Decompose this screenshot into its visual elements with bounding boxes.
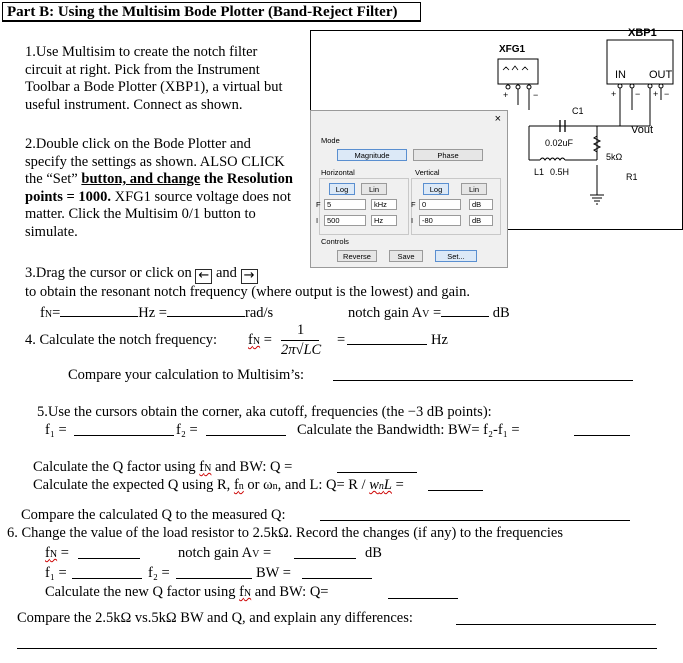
step6-notch-blank[interactable] bbox=[294, 558, 356, 559]
step6-fn-equals: = bbox=[60, 545, 69, 561]
step6-notch-equals: = bbox=[262, 545, 272, 561]
step6-newq-blank[interactable] bbox=[388, 598, 458, 599]
bode-settings-dialog bbox=[310, 110, 508, 268]
q-and-bw: and BW: Q = bbox=[215, 459, 293, 475]
f1-blank[interactable] bbox=[74, 435, 174, 436]
q-wnl-l: L bbox=[383, 477, 392, 493]
set-button[interactable]: Set... bbox=[435, 250, 477, 262]
step6-newq-line bbox=[45, 584, 328, 602]
bandwidth-label: Calculate the Bandwidth: BW= f₂-f₁ = bbox=[297, 422, 520, 438]
step6-bw-blank[interactable] bbox=[302, 578, 372, 579]
resistor bbox=[594, 126, 600, 160]
reverse-button[interactable]: Reverse bbox=[337, 250, 377, 262]
step6-newq-text: Calculate the new Q factor using bbox=[45, 584, 236, 600]
horizontal-lin-button[interactable]: Lin bbox=[361, 183, 387, 195]
vertical-log-button[interactable]: Log bbox=[423, 183, 449, 195]
horizontal-initial-value[interactable]: 500 bbox=[324, 215, 366, 226]
compare-calc-blank[interactable] bbox=[333, 380, 633, 381]
step-3-line-1 bbox=[25, 265, 258, 284]
step6-compare-text: Compare the 2.5kΩ vs.5kΩ BW and Q, and explain any differences: bbox=[17, 610, 413, 626]
vertical-lin-button[interactable]: Lin bbox=[461, 183, 487, 195]
step6-bw-label: BW = bbox=[256, 565, 291, 581]
q-omega-sub: n bbox=[272, 481, 278, 492]
q-fn-symbol: f bbox=[199, 459, 205, 475]
in-plus-sign: + bbox=[611, 89, 617, 99]
xfg-minus-sign: − bbox=[533, 90, 539, 100]
q-expected-or: or ω bbox=[247, 477, 273, 493]
fn-symbol: f bbox=[40, 305, 45, 321]
magnitude-button[interactable]: Magnitude bbox=[337, 149, 407, 161]
f2-label: f₂ = bbox=[176, 422, 198, 438]
step6-fn-line bbox=[45, 545, 69, 563]
vertical-final-unit[interactable]: dB bbox=[469, 199, 493, 210]
xfg-plus-sign: + bbox=[503, 90, 509, 100]
step-3-and: and bbox=[215, 265, 237, 281]
r1-label: R1 bbox=[626, 172, 638, 182]
step6-f2-blank[interactable] bbox=[176, 578, 252, 579]
step-2-button-change: button, and change bbox=[81, 171, 201, 187]
q-measured-blank[interactable] bbox=[337, 472, 417, 473]
step6-newq-fn-sub: N bbox=[243, 588, 252, 599]
xfg1-label: XFG1 bbox=[499, 44, 526, 55]
in-minus-sign: − bbox=[635, 89, 641, 99]
fn-hz-label: Hz = bbox=[138, 305, 167, 321]
fn-calc-f: f bbox=[248, 332, 253, 348]
horizontal-log-button[interactable]: Log bbox=[329, 183, 355, 195]
notch-gain-line bbox=[348, 302, 510, 323]
vertical-initial-unit[interactable]: dB bbox=[469, 215, 493, 226]
step-3-text: 3.Drag the cursor or click on bbox=[25, 265, 192, 281]
function-generator-box bbox=[498, 59, 538, 84]
vertical-final-label: F bbox=[411, 200, 416, 209]
fraction-bar bbox=[281, 340, 319, 341]
compare-q-text: Compare the calculated Q to the measured Q: bbox=[21, 507, 286, 523]
right-arrow-icon: → bbox=[241, 269, 258, 284]
vertical-initial-label: I bbox=[411, 216, 414, 225]
horizontal-initial-unit[interactable]: Hz bbox=[371, 215, 397, 226]
fn-subscript: N bbox=[44, 309, 53, 320]
step-2-text bbox=[25, 136, 295, 241]
fn-calc-hz: Hz bbox=[431, 332, 448, 348]
q-wnl-sub: n bbox=[378, 481, 384, 492]
fn-calc-sub: N bbox=[252, 336, 261, 347]
q-measured-line bbox=[33, 459, 292, 477]
step-1-text: 1.Use Multisim to create the notch filter circuit at right. Pick from the Instrument Toolbar a Bode Plotter (XBP1), a virtual but useful instrument. Connect as shown. bbox=[25, 44, 283, 113]
q-expected-text: Calculate the expected Q using R, bbox=[33, 477, 231, 493]
step-5-text: 5.Use the cursors obtain the corner, aka cutoff, frequencies (the −3 dB points): bbox=[37, 404, 492, 420]
horizontal-label: Horizontal bbox=[321, 168, 355, 177]
out-plus-sign: + bbox=[653, 89, 659, 99]
step6-f2-label: f₂ = bbox=[148, 565, 170, 581]
out-label: OUT bbox=[649, 69, 673, 81]
fn-equals: = bbox=[52, 305, 61, 321]
horizontal-initial-label: I bbox=[316, 216, 319, 225]
formula-numerator: 1 bbox=[297, 322, 305, 338]
fn-rads-blank[interactable] bbox=[167, 302, 245, 317]
notch-gain-blank[interactable] bbox=[441, 302, 489, 317]
q-expected-fn-sub: n bbox=[238, 481, 244, 492]
step6-notch-sub: V bbox=[252, 549, 260, 560]
horizontal-final-value[interactable]: 5 bbox=[324, 199, 366, 210]
q-expected-line bbox=[33, 477, 404, 495]
r1-value: 5kΩ bbox=[606, 152, 623, 162]
q-fn-sub: N bbox=[204, 463, 212, 474]
fn-calc-equals-2: = bbox=[337, 332, 346, 348]
step-2-part-d: XFG1 source voltage does not matter. Click the Multisim 0/1 button to simulate. bbox=[25, 188, 292, 240]
q-expected-fn: f bbox=[233, 477, 239, 493]
fn-measure-line bbox=[40, 302, 273, 323]
step-3-line-2: to obtain the resonant notch frequency (where output is the lowest) and gain. bbox=[25, 284, 470, 300]
c1-label: C1 bbox=[572, 106, 584, 116]
fn-calc-symbol bbox=[248, 332, 272, 350]
xbp1-label: XBP1 bbox=[628, 27, 657, 39]
step-4-text: 4. Calculate the notch frequency: bbox=[25, 332, 218, 348]
vertical-final-value[interactable]: 0 bbox=[419, 199, 461, 210]
fn-calc-blank[interactable] bbox=[347, 344, 427, 345]
step6-compare-blank-2[interactable] bbox=[17, 648, 657, 649]
step6-fn-blank[interactable] bbox=[78, 558, 140, 559]
step6-newq-fn: f bbox=[239, 584, 244, 600]
l1-value: 0.5H bbox=[550, 167, 570, 177]
step-2-part-a: 2.Double click on the Bode Plotter and specify the settings as shown. ALSO CLICK the “Set” bbox=[25, 136, 285, 187]
out-minus-sign: − bbox=[664, 89, 670, 99]
q-measured-text: Calculate the Q factor using bbox=[33, 459, 196, 475]
step6-f1-label: f₁ = bbox=[45, 565, 67, 581]
fn-hz-blank[interactable] bbox=[60, 302, 138, 317]
in-label: IN bbox=[615, 69, 626, 81]
q-wnl-w: w bbox=[369, 477, 379, 493]
compare-calc-text: Compare your calculation to Multisim’s: bbox=[68, 367, 304, 383]
notch-gain-db: dB bbox=[492, 305, 510, 321]
bandwidth-blank[interactable] bbox=[574, 435, 630, 436]
step6-notch-line bbox=[178, 545, 271, 563]
f1-label: f₁ = bbox=[45, 422, 67, 438]
page-title: Part B: Using the Multisim Bode Plotter (Band-Reject Filter) bbox=[2, 2, 421, 22]
vertical-label: Vertical bbox=[415, 168, 440, 177]
controls-label: Controls bbox=[321, 237, 349, 246]
step-2-resolution: the Resolution points = 1000. bbox=[25, 171, 293, 205]
step-6-text: 6. Change the value of the load resistor to 2.5kΩ. Record the changes (if any) to the frequencies bbox=[7, 525, 563, 541]
mode-label: Mode bbox=[321, 136, 340, 145]
step6-newq-and-bw: and BW: Q= bbox=[254, 584, 329, 600]
step6-f1-blank[interactable] bbox=[72, 578, 142, 579]
q-expected-and-l: , and L: Q= R / bbox=[277, 477, 366, 493]
notch-gain-equals: = bbox=[432, 305, 442, 321]
vout-label: Vout bbox=[631, 124, 654, 136]
f2-blank[interactable] bbox=[206, 435, 286, 436]
c1-value: 0.02uF bbox=[545, 138, 574, 148]
notch-gain-subscript: V bbox=[422, 309, 430, 320]
vertical-initial-value[interactable]: -80 bbox=[419, 215, 461, 226]
inductor bbox=[540, 158, 565, 160]
step6-notch-label: notch gain A bbox=[178, 545, 253, 561]
q-expected-blank[interactable] bbox=[428, 490, 483, 491]
notch-gain-label: notch gain A bbox=[348, 305, 423, 321]
fn-calc-equals: = bbox=[263, 332, 272, 348]
step6-fn-symbol: f bbox=[45, 545, 50, 561]
horizontal-final-label: F bbox=[316, 200, 321, 209]
phase-button[interactable]: Phase bbox=[413, 149, 483, 161]
fn-rads-label: rad/s bbox=[244, 305, 274, 321]
step6-db: dB bbox=[365, 545, 382, 561]
step6-compare-blank[interactable] bbox=[456, 624, 656, 625]
compare-q-blank[interactable] bbox=[320, 520, 630, 521]
step6-fn-sub: N bbox=[49, 549, 58, 560]
close-icon[interactable]: × bbox=[494, 113, 501, 125]
left-arrow-icon: ← bbox=[195, 269, 212, 284]
horizontal-final-unit[interactable]: kHz bbox=[371, 199, 397, 210]
l1-label: L1 bbox=[534, 167, 545, 177]
save-button[interactable]: Save bbox=[389, 250, 423, 262]
formula-denominator: 2π√LC bbox=[281, 342, 322, 358]
q-expected-equals: = bbox=[395, 477, 404, 493]
